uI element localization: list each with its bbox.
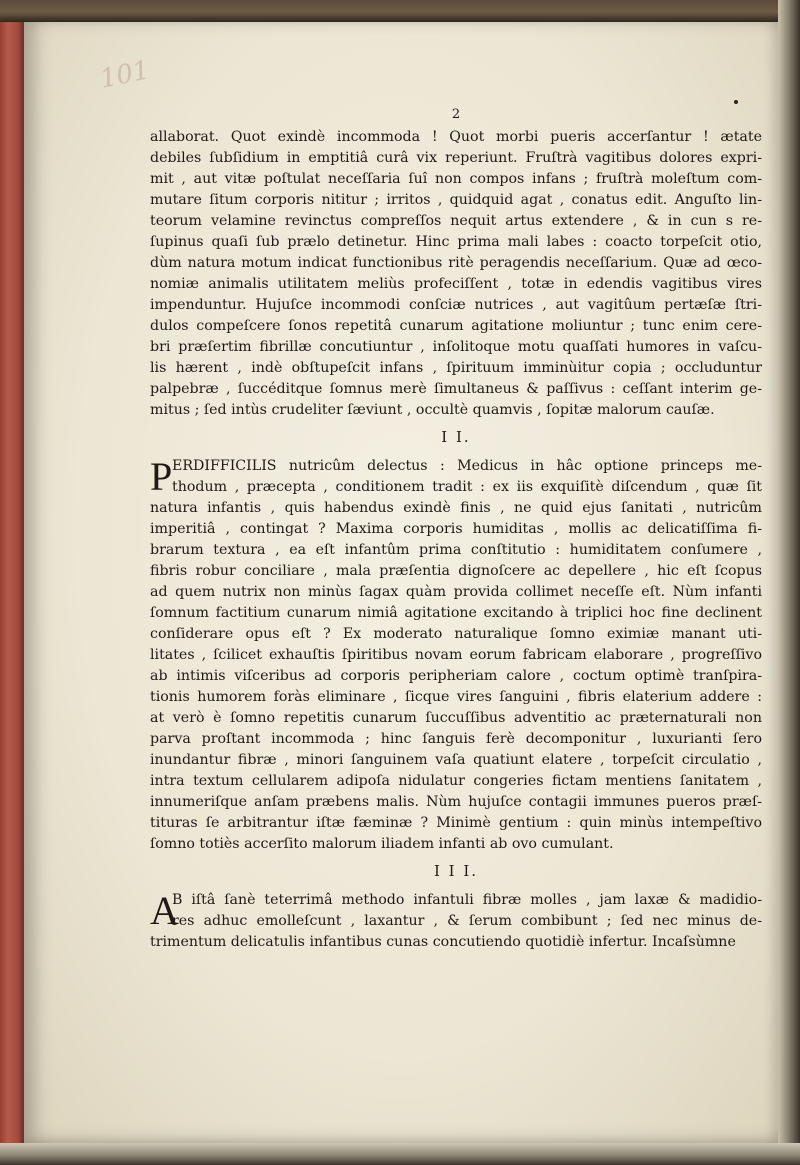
section-3 <box>150 890 762 953</box>
text-line: tituras ſe arbitrantur iſtæ fæminæ ? Minimè gentium : quin minùs intempeſtivo <box>150 815 762 831</box>
section-2 <box>150 456 762 855</box>
text-line: trimentum delicatulis infantibus cunas concutiendo quotidiè infertur. Incaſsùmne <box>150 934 736 950</box>
margin-annotation: 101 <box>97 55 153 95</box>
text-line: conſiderare opus eſt ? Ex moderato naturalique ſomno eximiæ manant uti- <box>150 626 762 642</box>
text-line: mit , aut vitæ poſtulat neceſſaria ſuî non compos infans ; fruſtrà moleſtum com- <box>150 171 762 187</box>
text-line: teorum velamine revinctus compreſſos nequit artus extendere , & in cun s re- <box>150 213 762 229</box>
text-line: mitus ; ſed intùs crudeliter ſæviunt , occultè quamvis , ſopitæ malorum cauſæ. <box>150 402 715 418</box>
text-line: intra textum cellularem adipoſa nidulatur congeries fictam mentiens ſanitatem , <box>150 773 762 789</box>
text-line: parva proſtant incommoda ; hinc ſanguis ferè decomponitur , luxurianti ſero <box>150 731 762 747</box>
text-line: dulos compeſcere ſonos repetitâ cunarum agitatione moliuntur ; tunc enim cere- <box>150 318 762 334</box>
text-line: B iſtâ ſanè teterrimâ methodo infantuli fibræ molles , jam laxæ & madidio- <box>172 892 762 908</box>
paragraph-1 <box>150 127 762 421</box>
section-3-number: I I I. <box>433 862 479 880</box>
text-line: ad quem nutrix non minùs ſagax quàm provida collimet neceſſe eſt. Nùm infanti <box>150 584 762 600</box>
page-right-edge <box>778 0 800 1165</box>
drop-cap-a: A <box>150 888 179 933</box>
text-line: ſomnum factitium cunarum nimiâ agitatione excitando à triplici hoc fine declinent <box>150 605 762 621</box>
text-line: natura infantis , quis habendus exindè finis , ne quid ejus ſanitati , nutricûm <box>150 500 762 516</box>
text-line: inundantur fibræ , minori ſanguinem vaſa quatiunt elatere , torpeſcit circulatio , <box>150 752 762 768</box>
book-top-edge <box>0 0 800 22</box>
text-line: palpebræ , ſuccéditque ſomnus merè ſimultaneus & paſſivus : ceſſant interim ge- <box>150 381 762 397</box>
text-line: debiles ſubſidium in emptitiâ curâ vix reperiunt. Fruſtrà vagitibus dolores expri- <box>150 150 762 166</box>
text-line: ſomno totiès accerſito malorum iliadem infanti ab ovo cumulant. <box>150 836 614 852</box>
drop-cap-p: P <box>150 454 173 499</box>
text-line: ERDIFFICILIS nutricûm delectus : Medicus in hâc optione princeps me- <box>172 458 762 474</box>
text-line: litates , ſcilicet exhauſtis ſpiritibus novam eorum fabricam elaborare , progreſſivo <box>150 647 762 663</box>
text-line: tionis humorem foràs eliminare , ſicque vires ſanguini , fibris elaterium addere : <box>150 689 762 705</box>
page-number: 2 <box>451 107 461 122</box>
text-line: lis hærent , indè obſtupeſcit infans , ſpirituum imminùitur copia ; occluduntur <box>150 360 762 376</box>
text-line: fibris robur conciliare , mala præſentia dignoſcere ac depellere , hic eſt ſcopus <box>150 563 762 579</box>
text-line: dùm natura motum indicat functionibus ritè peragendis neceſſarium. Quæ ad œco- <box>150 255 762 271</box>
text-line: res adhuc emolleſcunt , laxantur , & ſerum combibunt ; ſed nec minus de- <box>172 913 762 929</box>
text-line: allaborat. Quot exindè incommoda ! Quot morbi pueris accerſantur ! ætate <box>150 129 762 145</box>
section-2-number: I I. <box>441 428 471 446</box>
text-line: at verò è ſomno repetitis cunarum ſuccuſſibus adventitio ac præternaturali non <box>150 710 762 726</box>
text-line: impenduntur. Hujuſce incommodi conſciæ nutrices , aut vagitûum pertæſæ ſtri- <box>150 297 762 313</box>
section-2-text <box>150 456 762 855</box>
text-line: bri præſertim fibrillæ concutiuntur , inſolitoque motu quaſſati humores in vaſcu- <box>150 339 762 355</box>
text-line: ab intimis viſceribus ad corporis peripheriam calore , coctum optimè tranſpira- <box>150 668 762 684</box>
section-3-text <box>150 890 762 953</box>
book-spine-edge <box>0 0 24 1165</box>
text-line: nomiæ animalis utilitatem meliùs profeciſſent , totæ in edendis vagitibus vires <box>150 276 762 292</box>
page-text <box>150 105 762 953</box>
text-line: imperitiâ , contingat ? Maxima corporis humiditas , mollis ac delicatiſſima fi- <box>150 521 762 537</box>
text-line: mutare ſitum corporis nititur ; irritos , quidquid agat , conatus edit. Anguſto lin- <box>150 192 762 208</box>
text-line: brarum textura , ea eſt infantûm prima conſtitutio : humiditatem conſumere , <box>150 542 762 558</box>
text-line: innumeriſque anſam præbens malis. Nùm hujuſce contagii immunes pueros præſ- <box>150 794 762 810</box>
text-line: thodum , præcepta , conditionem tradit : ex iis exquiſitè diſcendum , quæ ſit <box>172 479 762 495</box>
page-bottom-edge <box>0 1143 800 1165</box>
ink-dot <box>734 100 738 104</box>
text-line: ſupinus quaſi ſub prælo detinetur. Hinc prima mali labes : coacto torpeſcit otio, <box>150 234 762 250</box>
